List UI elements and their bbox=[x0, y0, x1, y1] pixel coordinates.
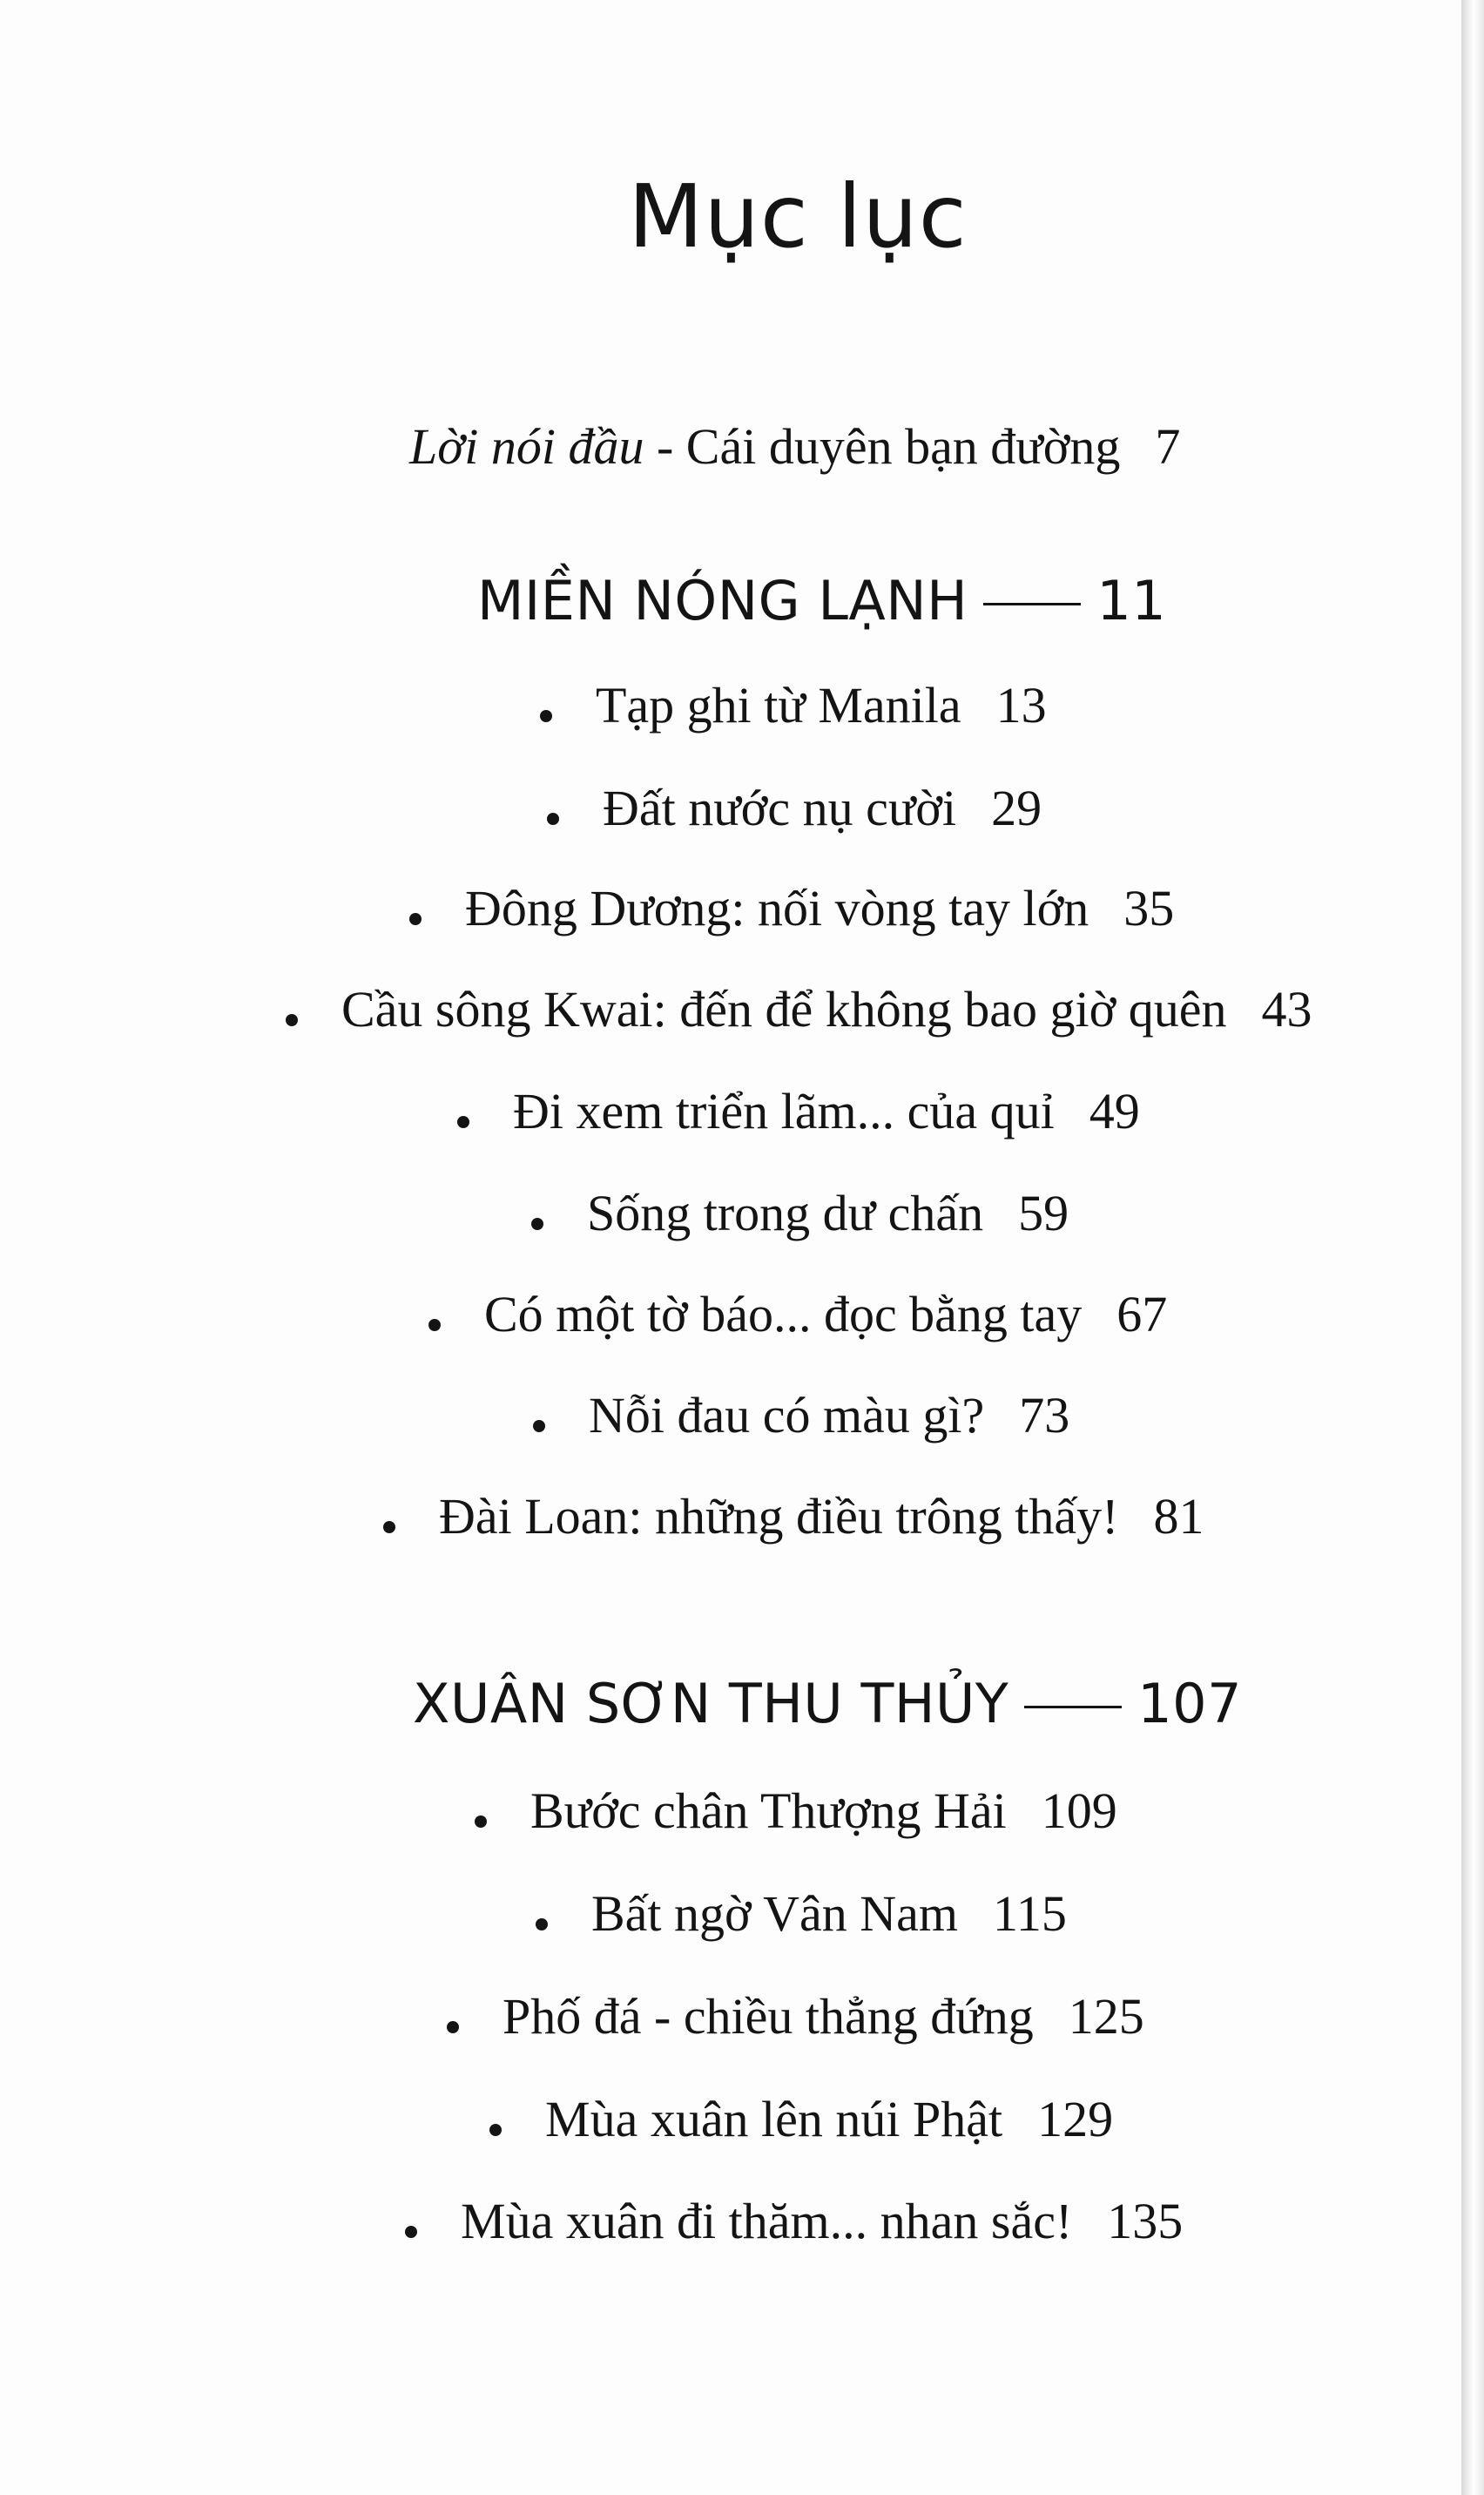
toc-entry bbox=[428, 1284, 1167, 1345]
toc-entry bbox=[531, 1183, 1069, 1244]
preface-label: Lời nói đầu bbox=[409, 418, 644, 475]
section-page: 11 bbox=[1096, 569, 1167, 632]
bullet-icon bbox=[533, 1420, 545, 1432]
entry-page: 67 bbox=[1116, 1286, 1168, 1342]
toc-entry bbox=[540, 675, 1047, 736]
toc-entry bbox=[405, 2191, 1183, 2252]
entry-title: Đài Loan: những điều trông thấy! bbox=[439, 1488, 1119, 1545]
entry-title: Tạp ghi từ Manila bbox=[596, 677, 961, 734]
bullet-icon bbox=[531, 1218, 543, 1230]
bullet-icon bbox=[536, 1918, 548, 1930]
entry-title: Bất ngờ Vân Nam bbox=[591, 1885, 959, 1942]
entry-page: 59 bbox=[1018, 1185, 1069, 1241]
toc-entry bbox=[475, 1781, 1117, 1842]
section-heading-2 bbox=[413, 1671, 1242, 1737]
entry-title: Sống trong dư chấn bbox=[587, 1185, 984, 1241]
toc-entry bbox=[457, 1081, 1140, 1142]
entry-page: 43 bbox=[1261, 981, 1312, 1038]
entry-title: Có một tờ báo... đọc bằng tay bbox=[484, 1286, 1083, 1342]
entry-title: Bước chân Thượng Hải bbox=[530, 1782, 1007, 1839]
page-edge-shadow bbox=[1461, 0, 1484, 2495]
bullet-icon bbox=[409, 913, 422, 925]
entry-title: Mùa xuân đi thăm... nhan sắc! bbox=[461, 2193, 1073, 2249]
toc-entry bbox=[409, 878, 1174, 939]
section-title: MIỀN NÓNG LẠNH bbox=[477, 569, 968, 632]
entry-page: 135 bbox=[1107, 2193, 1184, 2249]
preface-title: Cái duyên bạn đường bbox=[685, 418, 1121, 475]
entry-page: 29 bbox=[991, 780, 1042, 836]
entry-page: 81 bbox=[1153, 1488, 1204, 1545]
toc-entry bbox=[447, 1986, 1144, 2047]
entry-title: Đi xem triển lãm... của quỉ bbox=[513, 1083, 1055, 1139]
bullet-icon bbox=[405, 2226, 417, 2238]
bullet-icon bbox=[540, 710, 552, 722]
entry-page: 125 bbox=[1068, 1988, 1144, 2045]
preface-entry bbox=[409, 416, 1180, 477]
preface-separator: - bbox=[644, 418, 686, 475]
entry-page: 49 bbox=[1089, 1083, 1140, 1139]
bullet-icon bbox=[383, 1521, 395, 1533]
section-heading-1 bbox=[477, 568, 1166, 634]
entry-page: 35 bbox=[1123, 880, 1175, 936]
bullet-icon bbox=[489, 2124, 502, 2136]
entry-page: 13 bbox=[995, 677, 1047, 734]
toc-entry bbox=[533, 1385, 1069, 1446]
entry-title: Mùa xuân lên núi Phật bbox=[545, 2091, 1003, 2147]
section-title: XUÂN SƠN THU THỦY bbox=[413, 1672, 1009, 1735]
section-dash bbox=[1024, 1706, 1122, 1708]
entry-page: 109 bbox=[1041, 1782, 1117, 1839]
bullet-icon bbox=[286, 1014, 298, 1026]
toc-entry bbox=[536, 1883, 1067, 1944]
toc-entry bbox=[286, 979, 1312, 1040]
section-page: 107 bbox=[1137, 1672, 1243, 1735]
toc-entry bbox=[383, 1486, 1204, 1547]
toc-entry bbox=[489, 2089, 1113, 2150]
page-title: Mục lục bbox=[628, 166, 968, 267]
bullet-icon bbox=[447, 2021, 459, 2033]
entry-page: 73 bbox=[1019, 1387, 1070, 1444]
entry-page: 129 bbox=[1037, 2091, 1114, 2147]
entry-page: 115 bbox=[993, 1885, 1067, 1942]
section-dash bbox=[983, 603, 1081, 605]
entry-title: Đất nước nụ cười bbox=[603, 780, 957, 836]
preface-page: 7 bbox=[1155, 418, 1181, 475]
entry-title: Cầu sông Kwai: đến để không bao giờ quên bbox=[341, 981, 1227, 1038]
bullet-icon bbox=[547, 813, 559, 825]
entry-title: Đông Dương: nối vòng tay lớn bbox=[465, 880, 1089, 936]
bullet-icon bbox=[428, 1319, 441, 1331]
toc-entry bbox=[547, 778, 1042, 839]
bullet-icon bbox=[457, 1116, 469, 1128]
entry-title: Nỗi đau có màu gì? bbox=[589, 1387, 985, 1444]
entry-title: Phố đá - chiều thẳng đứng bbox=[503, 1988, 1034, 2045]
bullet-icon bbox=[475, 1815, 487, 1828]
